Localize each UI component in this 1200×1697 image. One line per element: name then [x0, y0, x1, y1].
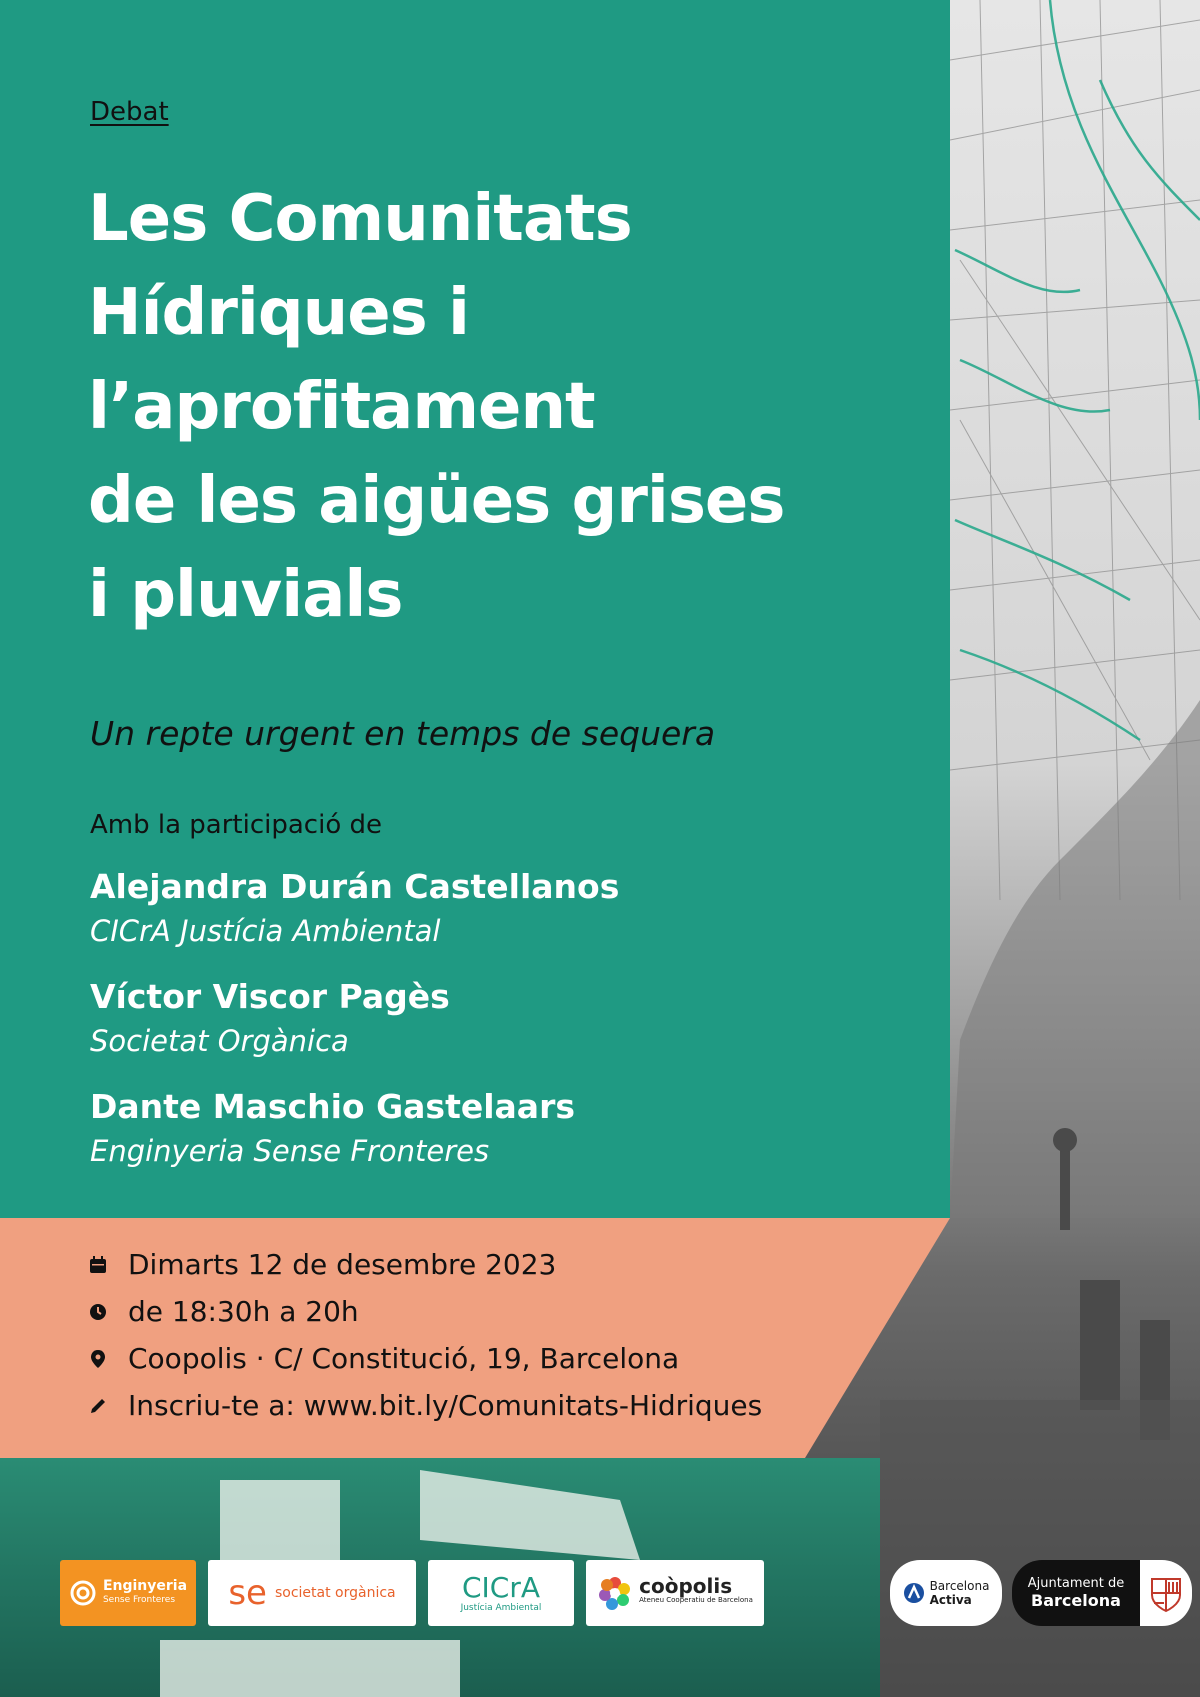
coat-of-arms-icon [1149, 1573, 1183, 1613]
time-text: de 18:30h a 20h [128, 1295, 359, 1328]
esf-swirl-icon [69, 1579, 97, 1607]
esf-name: Enginyeria [102, 1578, 188, 1594]
speaker [90, 864, 619, 952]
esf-subname: Sense Fronteres [102, 1595, 176, 1605]
event-registration [88, 1389, 762, 1422]
logo-ajuntament-barcelona [1012, 1560, 1140, 1626]
ajuntament-line1: Ajuntament de [1027, 1576, 1125, 1591]
calendar-icon [88, 1255, 108, 1275]
coopolis-flower-icon [597, 1575, 633, 1611]
barcelona-activa-name: Barcelona [929, 1579, 990, 1593]
event-subtitle: Un repte urgent en temps de sequera [90, 714, 716, 753]
speaker-name: Alejandra Durán Castellanos [90, 867, 620, 906]
speaker [90, 1084, 575, 1172]
so-mark: se [228, 1573, 267, 1613]
title-line: Les Comunitats [88, 182, 632, 256]
title-line: i pluvials [88, 558, 403, 632]
speaker-name: Víctor Viscor Pagès [90, 977, 450, 1016]
date-text: Dimarts 12 de desembre 2023 [128, 1248, 557, 1281]
ajuntament-line2: Barcelona [1031, 1591, 1121, 1610]
title-line: Hídriques i [88, 276, 469, 350]
location-text: Coopolis · C/ Constitució, 19, Barcelona [128, 1342, 680, 1375]
pencil-icon [88, 1396, 108, 1416]
speaker-organization: Enginyeria Sense Fronteres [90, 1134, 490, 1168]
event-title [88, 172, 928, 642]
speaker-name: Dante Maschio Gastelaars [90, 1087, 575, 1126]
barcelona-coat-of-arms [1140, 1560, 1192, 1626]
clock-icon [88, 1302, 108, 1322]
cicra-subname: Justícia Ambiental [460, 1603, 542, 1613]
coopolis-name: coòpolis [639, 1574, 733, 1598]
logo-cicra [428, 1560, 574, 1626]
event-location [88, 1342, 679, 1375]
participants-intro: Amb la participació de [90, 810, 382, 840]
logo-societat-organica [208, 1560, 416, 1626]
event-date [88, 1248, 556, 1281]
event-type-label: Debat [90, 97, 169, 127]
title-line: l’aprofitament [88, 370, 595, 444]
coopolis-subname: Ateneu Cooperatiu de Barcelona [639, 1596, 753, 1604]
location-pin-icon [88, 1349, 108, 1369]
cicra-name: CICrA [461, 1571, 541, 1604]
speaker-organization: CICrA Justícia Ambiental [90, 914, 441, 948]
speaker [90, 974, 450, 1062]
logo-coopolis [586, 1560, 764, 1626]
barcelona-activa-subname: Activa [929, 1593, 972, 1607]
logo-barcelona-activa [890, 1560, 1002, 1626]
logo-enginyeria-sense-fronteres [60, 1560, 196, 1626]
title-line: de les aigües grises [88, 464, 785, 538]
barcelona-activa-icon [903, 1582, 925, 1604]
event-time [88, 1295, 359, 1328]
registration-link[interactable]: Inscriu-te a: www.bit.ly/Comunitats-Hidriques [128, 1389, 763, 1422]
so-name: societat orgànica [274, 1585, 396, 1601]
speaker-organization: Societat Orgànica [90, 1024, 349, 1058]
